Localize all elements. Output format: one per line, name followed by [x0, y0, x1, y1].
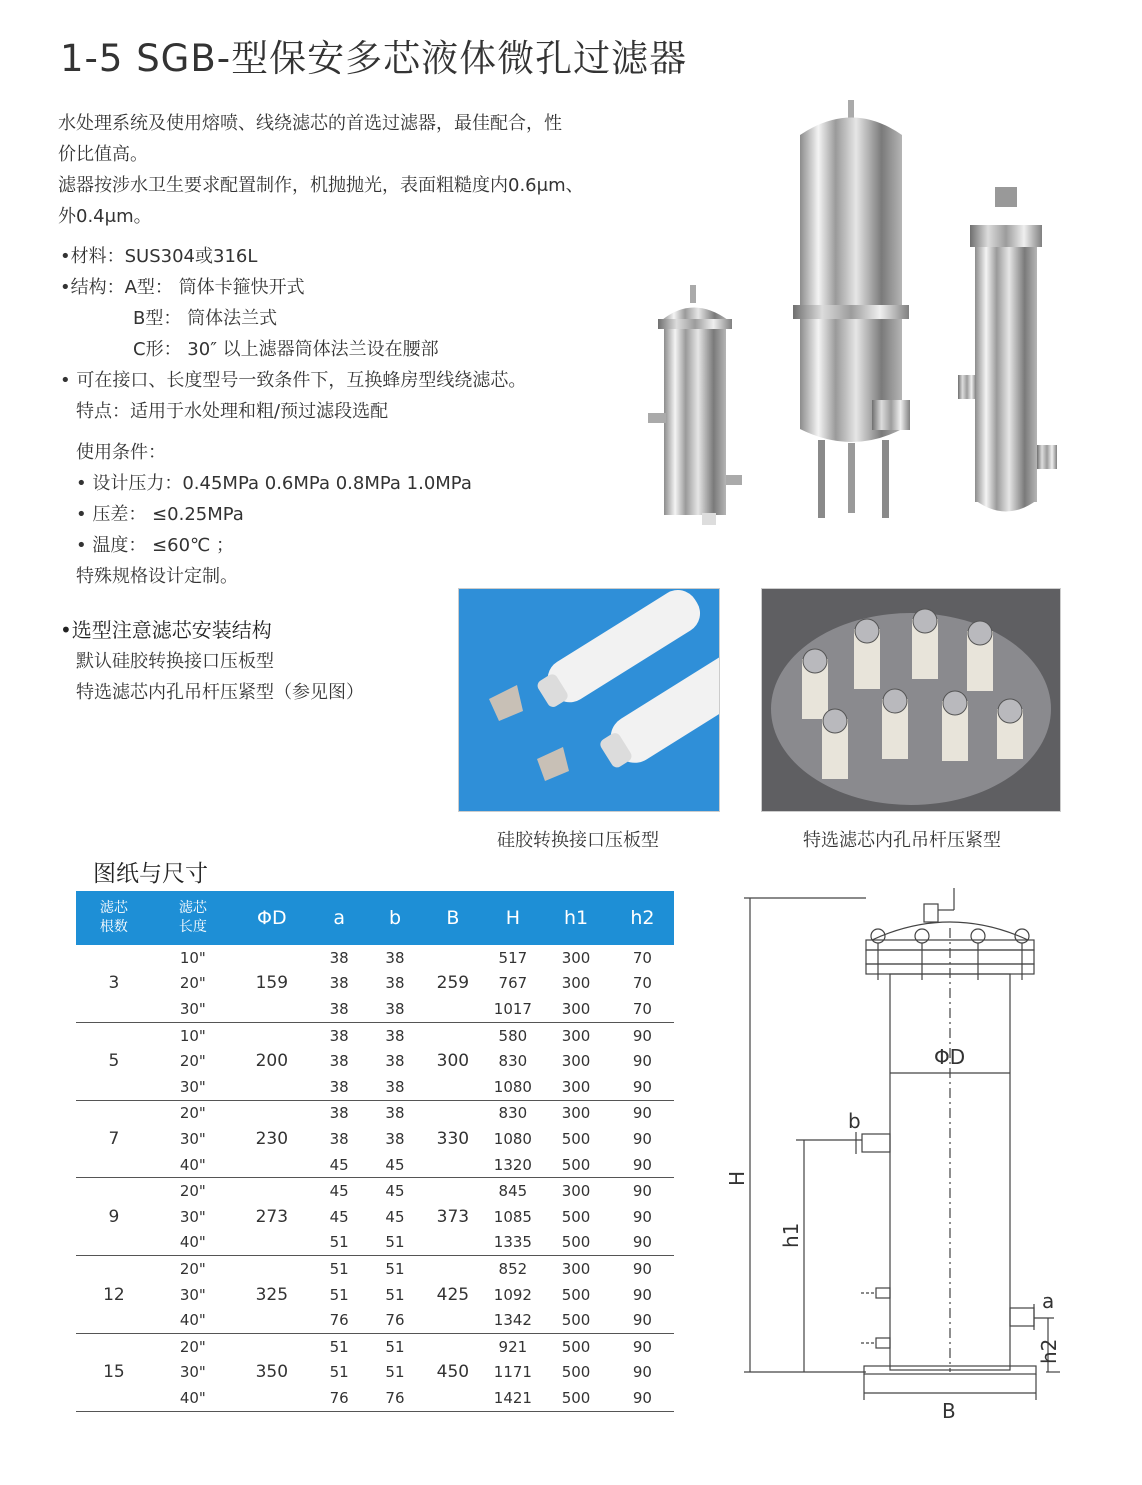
cell-H: 852: [498, 1259, 528, 1278]
cell-a: 45: [329, 1182, 349, 1201]
intro-line: 滤器按涉水卫生要求配置制作，机抛抛光，表面粗糙度内0.6μm、: [58, 175, 584, 196]
cell-h2: 90: [632, 1026, 652, 1045]
cell-len: 20": [179, 1182, 206, 1201]
cell-a: 51: [329, 1285, 349, 1304]
cell-b: 38: [369, 996, 422, 1022]
condition-diff: • 压差： ≤0.25MPa: [76, 504, 244, 525]
cell-h1: 500: [561, 1285, 591, 1304]
drawing-label-h2: h2: [1037, 1338, 1061, 1364]
cell-count: 5: [76, 1022, 152, 1100]
cell-h1: 300: [561, 974, 591, 993]
intro-text: [58, 108, 658, 232]
selection-line: 默认硅胶转换接口压板型: [76, 651, 274, 672]
cell-len: 20": [179, 1259, 206, 1278]
cell-h2: 90: [632, 1052, 652, 1071]
cell-b: 38: [385, 948, 405, 967]
cell-len: 30": [179, 1285, 206, 1304]
cell-h2: 90: [632, 1337, 652, 1356]
photo-caption: 特选滤芯内孔吊杆压紧型: [803, 830, 1001, 851]
cell-H: 830: [498, 1052, 528, 1071]
drawing-label-H: H: [725, 1170, 749, 1186]
cell-h2: 70: [611, 996, 674, 1022]
selection-notes: [60, 614, 364, 708]
cell-a: 38: [329, 974, 349, 993]
cell-B: 425: [421, 1256, 484, 1334]
cell-len: 20": [179, 1052, 206, 1071]
cell-b: 51: [369, 1230, 422, 1256]
drawing-label-B: B: [942, 1399, 956, 1423]
cell-h1: 500: [561, 1129, 591, 1148]
col-header-count-line: 根数: [99, 919, 128, 935]
cell-b: 38: [385, 974, 405, 993]
cell-count: 15: [76, 1333, 152, 1411]
cell-a: 51: [329, 1363, 349, 1382]
cell-count: 3: [76, 945, 152, 1022]
cell-H: 767: [498, 974, 528, 993]
cell-h1: 300: [541, 1074, 610, 1100]
cell-len: 40": [152, 1307, 234, 1333]
cell-h2: 90: [611, 1230, 674, 1256]
cell-len: 30": [179, 1207, 206, 1226]
cell-B: 259: [421, 945, 484, 1022]
condition-pressure: • 设计压力：0.45MPa 0.6MPa 0.8MPa 1.0MPa: [76, 473, 472, 494]
cell-h2: 70: [632, 948, 652, 967]
table-row: [76, 945, 674, 971]
photo-silicone-adapter: [458, 588, 720, 812]
spec-structure-c: C形： 30″ 以上滤器筒体法兰设在腰部: [133, 339, 439, 360]
cell-h1: 300: [561, 1052, 591, 1071]
cell-len: 20": [179, 1337, 206, 1356]
col-header-H: H: [484, 891, 541, 945]
cell-h2: 90: [632, 1104, 652, 1123]
cell-H: 830: [498, 1104, 528, 1123]
spec-list: [60, 241, 526, 427]
cell-a: 51: [329, 1259, 349, 1278]
cell-h1: 500: [541, 1385, 610, 1411]
selection-line: 特选滤芯内孔吊杆压紧型（参见图）: [76, 682, 364, 703]
section-title: 图纸与尺寸: [93, 861, 208, 887]
cell-d: 273: [234, 1178, 310, 1256]
cell-h2: 90: [611, 1152, 674, 1178]
col-header-h1: h1: [541, 891, 610, 945]
cell-b: 38: [369, 1074, 422, 1100]
cell-h1: 500: [561, 1337, 591, 1356]
cell-h1: 300: [561, 1259, 591, 1278]
cell-H: 1085: [493, 1207, 532, 1226]
col-header-B: B: [421, 891, 484, 945]
cell-a: 38: [329, 1129, 349, 1148]
cell-B: 450: [421, 1333, 484, 1411]
col-header: [76, 891, 152, 945]
spec-structure-a: •结构：A型： 筒体卡箍快开式: [60, 277, 305, 298]
cell-a: 38: [310, 996, 369, 1022]
cell-b: 38: [385, 1026, 405, 1045]
cell-a: 76: [310, 1307, 369, 1333]
cell-a: 38: [329, 1104, 349, 1123]
cell-a: 38: [329, 1026, 349, 1045]
cell-d: 350: [234, 1333, 310, 1411]
col-header-b: b: [369, 891, 422, 945]
cell-b: 38: [385, 1052, 405, 1071]
spec-structure-b: B型： 筒体法兰式: [133, 308, 278, 329]
cell-b: 51: [385, 1363, 405, 1382]
col-header: [152, 891, 234, 945]
spec-interchange: • 可在接口、长度型号一致条件下，互换蜂房型线绕滤芯。: [60, 370, 527, 391]
cell-a: 51: [310, 1230, 369, 1256]
drawing-label-a: a: [1042, 1289, 1055, 1313]
photo-caption: 硅胶转换接口压板型: [497, 830, 659, 851]
cell-H: 845: [498, 1182, 528, 1201]
cell-len: 10": [179, 948, 206, 967]
cell-h2: 90: [632, 1285, 652, 1304]
table-row: [76, 1282, 674, 1308]
cell-h1: 300: [561, 1182, 591, 1201]
cell-H: 921: [498, 1337, 528, 1356]
cell-h2: 90: [632, 1207, 652, 1226]
cell-len: 30": [179, 1129, 206, 1148]
col-header-h2: h2: [611, 891, 674, 945]
cell-h1: 500: [561, 1207, 591, 1226]
cell-h1: 500: [541, 1307, 610, 1333]
table-row: [76, 1333, 674, 1359]
col-header-length-line: 滤芯: [178, 900, 207, 916]
intro-line: 外0.4μm。: [58, 206, 152, 227]
cell-b: 38: [385, 1104, 405, 1123]
cell-h2: 70: [632, 974, 652, 993]
col-header-length-line: 长度: [178, 919, 207, 935]
cell-len: 30": [179, 1363, 206, 1382]
table-row: [76, 1385, 674, 1411]
table-header-row: [76, 891, 674, 945]
cell-a: 38: [310, 1074, 369, 1100]
cell-count: 9: [76, 1178, 152, 1256]
cell-H: 1080: [493, 1129, 532, 1148]
cell-b: 51: [385, 1337, 405, 1356]
cell-len: 20": [179, 974, 206, 993]
cell-len: 20": [179, 1104, 206, 1123]
small-housing: [648, 285, 742, 525]
cell-d: 200: [234, 1022, 310, 1100]
table-row: [76, 1360, 674, 1386]
cell-len: 30": [152, 1074, 234, 1100]
table-body: [76, 945, 674, 1411]
cell-H: 580: [498, 1026, 528, 1045]
cell-a: 76: [310, 1385, 369, 1411]
cell-b: 51: [385, 1259, 405, 1278]
cell-h1: 500: [541, 1230, 610, 1256]
col-header-d: ΦD: [234, 891, 310, 945]
cell-d: 159: [234, 945, 310, 1022]
conditions-heading: 使用条件：: [76, 442, 166, 463]
cell-B: 300: [421, 1022, 484, 1100]
cell-B: 373: [421, 1178, 484, 1256]
cell-h2: 90: [632, 1363, 652, 1382]
cell-count: 7: [76, 1100, 152, 1178]
cell-len: 10": [179, 1026, 206, 1045]
conditions: [76, 437, 472, 592]
table-row: [76, 1152, 674, 1178]
cell-len: 40": [152, 1230, 234, 1256]
drawing-label-b: b: [848, 1109, 861, 1133]
cell-H: 1342: [484, 1307, 541, 1333]
cell-H: 1421: [484, 1385, 541, 1411]
cell-h2: 90: [611, 1074, 674, 1100]
cell-a: 38: [329, 948, 349, 967]
cell-b: 38: [385, 1129, 405, 1148]
product-photo: [640, 95, 1070, 525]
cell-h2: 90: [611, 1385, 674, 1411]
cell-H: 1092: [493, 1285, 532, 1304]
photo-hanger-rod: [761, 588, 1061, 812]
cell-h1: 500: [541, 1152, 610, 1178]
table-row: [76, 1256, 674, 1282]
cell-H: 1335: [484, 1230, 541, 1256]
cell-b: 76: [369, 1307, 422, 1333]
cell-h1: 500: [561, 1363, 591, 1382]
cell-h2: 90: [632, 1129, 652, 1148]
cell-b: 45: [369, 1152, 422, 1178]
table-row: [76, 1230, 674, 1256]
table-row: [76, 1074, 674, 1100]
cell-h2: 90: [632, 1182, 652, 1201]
cell-a: 51: [329, 1337, 349, 1356]
cell-h1: 300: [561, 1026, 591, 1045]
cell-h1: 300: [561, 948, 591, 967]
table-row: [76, 1022, 674, 1048]
cell-b: 45: [385, 1182, 405, 1201]
cell-H: 517: [498, 948, 528, 967]
cell-d: 325: [234, 1256, 310, 1334]
table-row: [76, 1307, 674, 1333]
cell-b: 76: [369, 1385, 422, 1411]
right-housing: [958, 187, 1057, 512]
table-row: [76, 996, 674, 1022]
cell-h1: 300: [541, 996, 610, 1022]
intro-line: 价比值高。: [58, 144, 148, 165]
cell-len: 40": [152, 1152, 234, 1178]
cell-a: 45: [310, 1152, 369, 1178]
spec-material: •材料：SUS304或316L: [60, 246, 258, 267]
cell-b: 51: [385, 1285, 405, 1304]
cell-len: 40": [152, 1385, 234, 1411]
cell-H: 1320: [484, 1152, 541, 1178]
tall-housing: [793, 100, 910, 518]
cell-H: 1017: [484, 996, 541, 1022]
intro-line: 水处理系统及使用熔喷、线绕滤芯的首选过滤器，最佳配合，性: [58, 113, 562, 134]
cell-b: 45: [385, 1207, 405, 1226]
spec-feature: 特点：适用于水处理和粗/预过滤段选配: [76, 401, 389, 422]
table-row: [76, 971, 674, 997]
cell-H: 1080: [484, 1074, 541, 1100]
table-row: [76, 1126, 674, 1152]
cell-h2: 90: [611, 1307, 674, 1333]
table-row: [76, 1100, 674, 1126]
cell-d: 230: [234, 1100, 310, 1178]
table-row: [76, 1204, 674, 1230]
cell-a: 45: [329, 1207, 349, 1226]
condition-temp: • 温度： ≤60℃ ；: [76, 535, 234, 556]
table-row: [76, 1048, 674, 1074]
cell-h1: 300: [561, 1104, 591, 1123]
col-header-count-line: 滤芯: [99, 900, 128, 916]
dimension-table: [76, 891, 674, 1412]
col-header-a: a: [310, 891, 369, 945]
cell-count: 12: [76, 1256, 152, 1334]
page-title: 1-5 SGB-型保安多芯液体微孔过滤器: [60, 37, 688, 80]
drawing-label-d: ΦD: [934, 1045, 966, 1069]
table-row: [76, 1178, 674, 1204]
cell-h2: 90: [632, 1259, 652, 1278]
cell-H: 1171: [493, 1363, 532, 1382]
dimension-drawing: [716, 888, 1076, 1428]
cell-len: 30": [152, 996, 234, 1022]
cell-B: 330: [421, 1100, 484, 1178]
cell-a: 38: [329, 1052, 349, 1071]
condition-custom: 特殊规格设计定制。: [76, 566, 238, 587]
drawing-label-h1: h1: [779, 1222, 803, 1248]
selection-heading: •选型注意滤芯安装结构: [60, 618, 272, 642]
